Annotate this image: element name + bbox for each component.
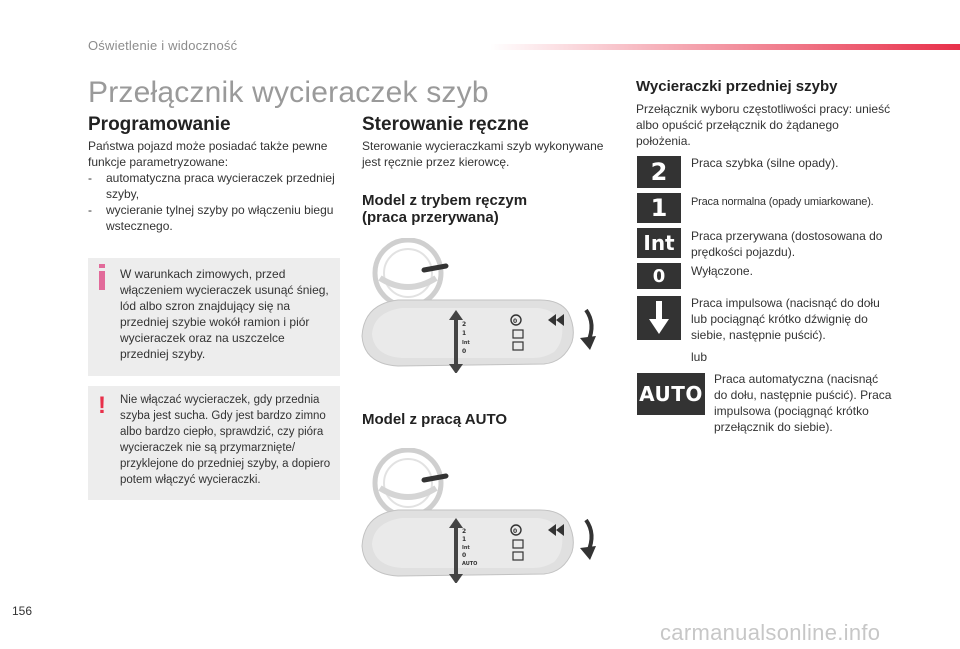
position-1-symbol: 1 xyxy=(637,193,681,223)
stalk-body xyxy=(362,510,573,583)
section-label: Oświetlenie i widoczność xyxy=(88,38,238,53)
stalk-mark-0: 0 xyxy=(462,552,467,559)
model-interm-line2: (praca przerywana) xyxy=(362,209,499,226)
warning-text: Nie włączać wycieraczek, gdy przednia szyba jest sucha. Gdy jest bardzo zimno albo bardzo ciepło, sprawdzić, czy pióra wycieraczek nie są przymarznięte/ przyklejone do przedniej szyby, a dopiero potem włączyć wycieraczki. xyxy=(120,394,331,486)
position-arrow-line xyxy=(454,318,458,366)
header-accent-line xyxy=(490,44,960,50)
model-interm-heading xyxy=(362,192,527,226)
info-box xyxy=(88,258,340,376)
stalk-mark-auto: AUTO xyxy=(462,561,478,567)
model-interm-line1: Model z trybem ręczym xyxy=(362,192,528,209)
position-2-symbol: 2 xyxy=(637,156,681,188)
ring-mark-0: 0 xyxy=(513,318,518,325)
stalk-mark-int: Int xyxy=(462,340,470,346)
list-item: - automatyczna praca wycieraczek przedniej szyby, xyxy=(88,170,342,202)
warning-box xyxy=(88,386,340,500)
manual-heading: Sterowanie ręczne xyxy=(362,114,529,135)
exclamation-icon: ! xyxy=(98,392,106,419)
wiper-stalk-illustration-interm xyxy=(358,238,608,373)
front-wipers-heading: Wycieraczki przedniej szyby xyxy=(636,78,838,95)
page-title: Przełącznik wycieraczek szyb xyxy=(88,76,489,109)
page-number: 156 xyxy=(12,604,33,618)
list-item: - wycieranie tylnej szyby po włączeniu biegu wstecznego. xyxy=(88,202,342,234)
position-1-desc: Praca normalna (opady umiarkowane). xyxy=(691,196,874,208)
ring-mark-0: 0 xyxy=(513,528,518,535)
auto-symbol: AUTO xyxy=(637,373,705,415)
stalk-body xyxy=(362,300,573,373)
stalk-mark-1: 1 xyxy=(462,330,467,337)
position-arrow-line xyxy=(454,526,458,576)
manual-text: Sterowanie wycieraczkami szyb wykonywane jest ręcznie przez kierowcę. xyxy=(362,139,604,169)
stalk-mark-1: 1 xyxy=(462,536,467,543)
info-icon xyxy=(96,264,108,290)
single-wipe-desc: Praca impulsowa (nacisnąć do dołu lub pociągnąć krótko dźwignię do siebie, następnie puścić). xyxy=(691,296,880,342)
wiper-stalk-illustration-auto xyxy=(358,448,608,583)
single-wipe-symbol xyxy=(637,296,681,340)
watermark: carmanualsonline.info xyxy=(660,620,881,645)
stalk-mark-int: Int xyxy=(462,545,470,551)
auto-desc: Praca automatyczna (nacisnąć do dołu, następnie puścić). Praca impulsowa (pociągnąć krótko przełącznik do siebie). xyxy=(714,372,892,434)
steering-wheel-icon xyxy=(375,450,441,516)
stalk-mark-2: 2 xyxy=(462,321,467,328)
position-int-desc: Praca przerywana (dostosowana do prędkości pojazdu). xyxy=(691,229,883,259)
info-text: W warunkach zimowych, przed włączeniem wycieraczek usunąć śnieg, lód albo szron znajdujący się na przedniej szybie wokół ramion i piór wycieraczek oraz na uszczelce przedniej szyby. xyxy=(120,267,329,361)
position-0-desc: Wyłączone. xyxy=(691,264,753,278)
programming-heading: Programowanie xyxy=(88,114,231,135)
position-int-symbol: Int xyxy=(637,228,681,258)
position-2-desc: Praca szybka (silne opady). xyxy=(691,156,839,170)
stalk-mark-0: 0 xyxy=(462,348,467,355)
stalk-mark-2: 2 xyxy=(462,528,467,535)
programming-list xyxy=(88,170,342,234)
front-wipers-intro: Przełącznik wyboru częstotliwości pracy: unieść albo opuścić przełącznik do żądanego położenia. xyxy=(636,102,891,148)
position-0-symbol: 0 xyxy=(637,263,681,289)
arrow-down-icon xyxy=(648,301,670,335)
model-auto-heading: Model z pracą AUTO xyxy=(362,411,508,428)
steering-wheel-icon xyxy=(375,240,441,306)
or-label: lub xyxy=(691,350,708,364)
programming-intro: Państwa pojazd może posiadać także pewne funkcje parametryzowane: xyxy=(88,139,328,169)
